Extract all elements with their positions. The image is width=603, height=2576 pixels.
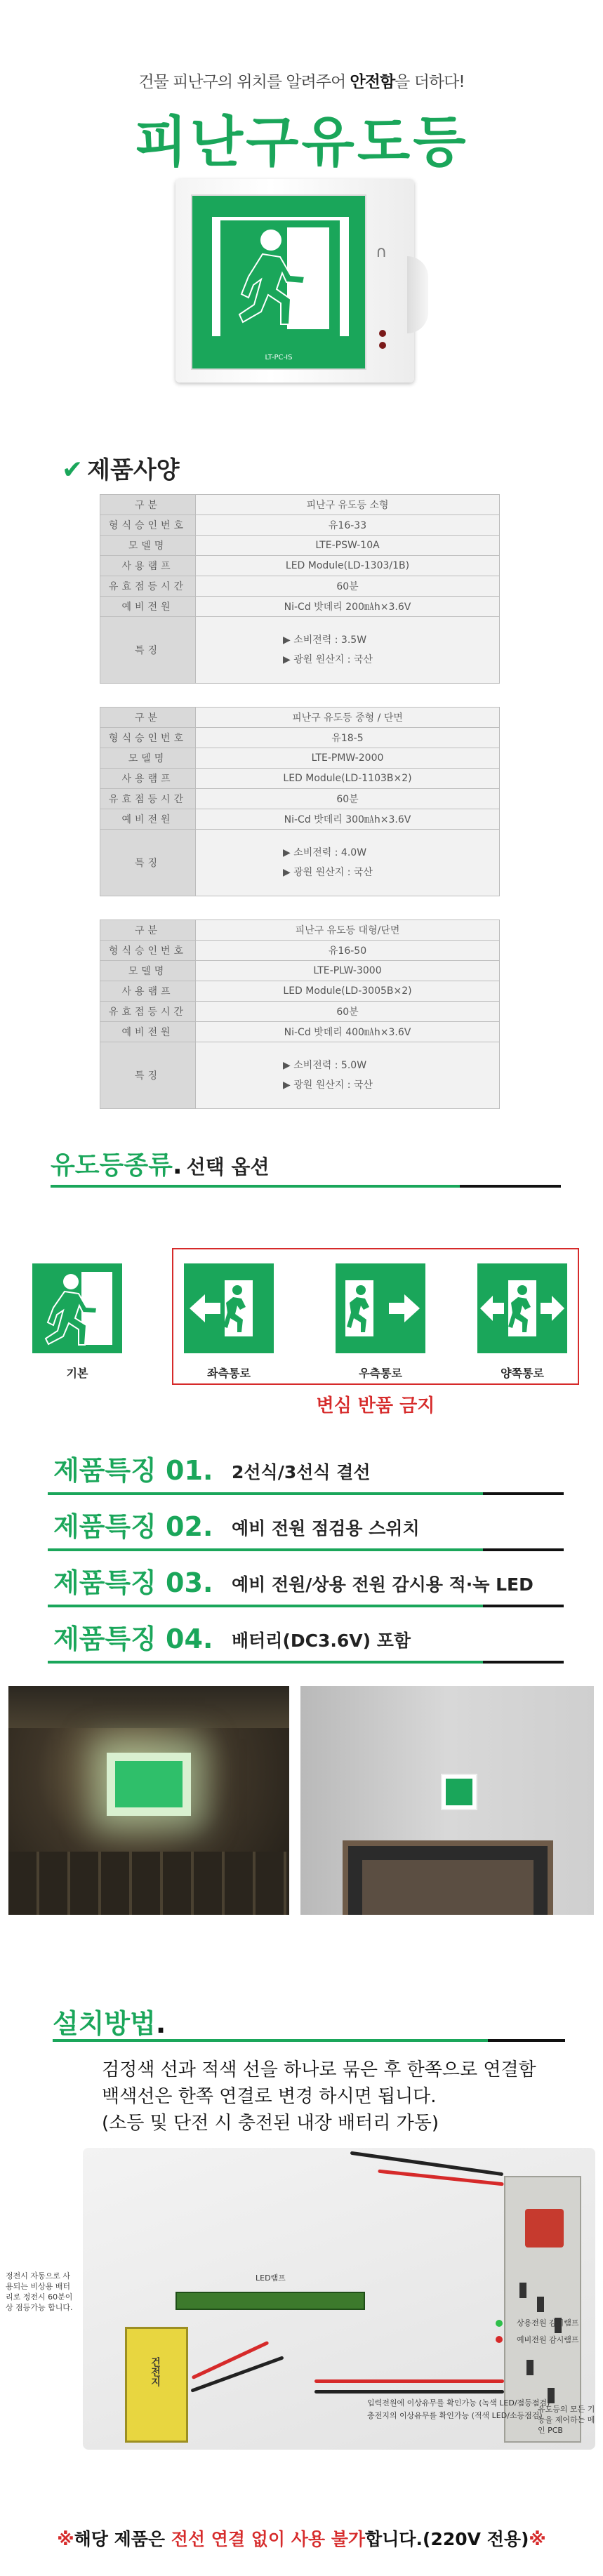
check-icon: ✔ <box>62 456 84 484</box>
spec-feature-line: ▶ 광원 원산지 : 국산 <box>283 867 373 878</box>
spec-table-medium <box>100 707 500 896</box>
options-heading <box>51 1146 270 1181</box>
hero-subtitle-bold: 안전함 <box>350 73 395 91</box>
spec-key: 사용램프 <box>100 556 196 576</box>
spec-key: 유효점등시간 <box>100 1002 196 1022</box>
feature-desc: 예비 전원 점검용 스위치 <box>232 1518 420 1539</box>
warning-mark-icon: ※ <box>57 2529 74 2549</box>
feature-title: 제품특징 01. <box>53 1455 213 1486</box>
spec-key: 사용램프 <box>100 981 196 1002</box>
installed-night-photo <box>8 1686 289 1915</box>
both-arrow-exit-icon[interactable] <box>477 1263 567 1353</box>
feature-underline <box>48 1492 483 1495</box>
spec-key: 형식승인번호 <box>100 515 196 536</box>
glowing-exit-sign <box>107 1753 191 1816</box>
feature-row <box>48 1446 564 1495</box>
feature-desc: 2선식/3선식 결선 <box>232 1462 371 1482</box>
spec-feature-line: ▶ 광원 원산지 : 국산 <box>283 654 373 665</box>
feature-underline-dark <box>483 1548 564 1551</box>
spec-heading <box>62 451 180 485</box>
spec-value: 피난구 유도등 중형 / 단면 <box>196 708 500 728</box>
red-wire <box>192 2341 270 2379</box>
black-wire <box>190 2356 284 2393</box>
options-subheading: 선택 옵션 <box>186 1155 270 1179</box>
spec-value: 60분 <box>196 1002 500 1022</box>
hero-subtitle <box>0 69 603 92</box>
final-warning-post: 합니다.(220V 전용) <box>365 2529 529 2549</box>
dc-monitor-label: 예비전원 감시램프 <box>517 2335 579 2344</box>
install-line: (소등 및 단전 시 충전된 내장 배터리 가동) <box>102 2113 439 2134</box>
option-label: 우측통로 <box>359 1367 402 1380</box>
spec-key: 특징 <box>100 617 196 684</box>
exit-sign-panel <box>191 194 366 370</box>
exit-sign-face <box>115 1761 183 1807</box>
install-line: 백색선은 한쪽 연결로 변경 하시면 됩니다. <box>102 2086 437 2107</box>
spec-features <box>196 830 500 896</box>
product-fixture-image <box>175 179 428 390</box>
spec-heading-text: 제품사양 <box>87 456 180 484</box>
feature-title: 제품특징 02. <box>53 1511 213 1542</box>
spec-value: 유18-5 <box>196 728 500 748</box>
spec-feature-line: ▶ 소비전력 : 3.5W <box>283 635 367 646</box>
spec-key: 유효점등시간 <box>100 576 196 597</box>
options-heading-text: 유도등종류 <box>51 1151 173 1180</box>
spec-key: 사용램프 <box>100 769 196 789</box>
spec-feature-line: ▶ 광원 원산지 : 국산 <box>283 1080 373 1091</box>
feature-title: 제품특징 03. <box>53 1567 213 1598</box>
battery-note: 정전시 자동으로 사용되는 비상용 배터리로 정전시 60분이상 점등가능 합니다. <box>6 2271 73 2312</box>
spec-table-small <box>100 494 500 684</box>
final-warning <box>0 2525 603 2551</box>
spec-value: 60분 <box>196 576 500 597</box>
spec-key: 특징 <box>100 1042 196 1109</box>
install-line: 검정색 선과 적색 선을 하나로 묶은 후 한쪽으로 연결함 <box>102 2059 536 2080</box>
exit-sign-face <box>446 1779 472 1805</box>
spec-table-large <box>100 919 500 1109</box>
spec-value: 유16-33 <box>196 515 500 536</box>
spec-key: 모델명 <box>100 961 196 981</box>
running-man-icon <box>220 220 340 336</box>
check-note: 충전지의 이상유무를 확인가능 (적색 LED/소등점검) <box>367 2411 543 2420</box>
spec-value: 피난구 유도등 대형/단면 <box>196 920 500 941</box>
dc-monitor-led <box>496 2336 503 2343</box>
fixture-side-cap <box>407 256 428 333</box>
feature-underline <box>48 1548 483 1551</box>
spec-key: 형식승인번호 <box>100 941 196 961</box>
internal-wiring-photo <box>83 2148 595 2450</box>
spec-features <box>196 617 500 684</box>
spec-value: LED Module(LD-3005B×2) <box>196 981 500 1002</box>
doorway-inner <box>362 1860 534 1915</box>
spec-key: 구분 <box>100 708 196 728</box>
feature-underline-dark <box>483 1605 564 1607</box>
spec-key: 특징 <box>100 830 196 896</box>
feature-title: 제품특징 04. <box>53 1624 213 1654</box>
red-wire <box>314 2379 504 2383</box>
led-lamp-board <box>175 2292 365 2310</box>
black-wire <box>350 2151 504 2177</box>
feature-underline <box>48 1605 483 1607</box>
final-warning-pre: 해당 제품은 <box>74 2529 171 2549</box>
feature-underline-dark <box>483 1661 564 1664</box>
feature-row <box>48 1558 564 1607</box>
no-return-warning: 변심 반품 금지 <box>316 1395 435 1416</box>
options-underline <box>51 1185 460 1188</box>
black-wire <box>314 2390 504 2394</box>
spec-value: Ni-Cd 밧데리 200㎃h×3.6V <box>196 597 500 617</box>
ac-monitor-led <box>496 2320 503 2327</box>
spec-value: 유16-50 <box>196 941 500 961</box>
option-label: 양쪽통로 <box>501 1367 544 1380</box>
photo-floor <box>8 1852 289 1915</box>
install-underline-dark <box>488 2039 565 2042</box>
spec-value: Ni-Cd 밧데리 400㎃h×3.6V <box>196 1022 500 1042</box>
running-man-icon[interactable] <box>32 1263 122 1353</box>
hook-icon: ∩ <box>376 244 387 261</box>
spec-value: LED Module(LD-1303/1B) <box>196 556 500 576</box>
fixture-body <box>175 179 414 383</box>
hero-subtitle-pre: 건물 피난구의 위치를 알려주어 <box>138 73 350 91</box>
install-heading <box>53 2002 166 2040</box>
feature-underline <box>48 1661 483 1664</box>
feature-desc: 예비 전원/상용 전원 감시용 적·녹 LED <box>232 1574 534 1595</box>
feature-desc: 배터리(DC3.6V) 포함 <box>232 1631 411 1651</box>
option-label: 기본 <box>66 1367 88 1380</box>
spec-value: LTE-PMW-2000 <box>196 748 500 769</box>
spec-key: 구분 <box>100 495 196 515</box>
feature-row <box>48 1614 564 1664</box>
option-label: 좌측통로 <box>207 1367 251 1380</box>
led-lamp-label: LED램프 <box>256 2273 286 2283</box>
battery-label: 건전지 <box>150 2357 161 2386</box>
spec-key: 예비전원 <box>100 809 196 830</box>
spec-value: 피난구 유도등 소형 <box>196 495 500 515</box>
hero-title: 피난구유도등 <box>134 111 469 174</box>
wall-exit-sign <box>441 1774 477 1810</box>
left-arrow-exit-icon[interactable] <box>184 1263 274 1353</box>
check-note: 입력전원에 이상유무를 확인가능 (녹색 LED/점등점검) <box>367 2398 550 2408</box>
spec-key: 예비전원 <box>100 597 196 617</box>
options-underline-dark <box>460 1185 561 1188</box>
spec-key: 모델명 <box>100 748 196 769</box>
right-arrow-exit-icon[interactable] <box>336 1263 425 1353</box>
feature-underline-dark <box>483 1492 564 1495</box>
pcb-label: 유도등의 모든 기능을 제어하는 메인 PCB <box>538 2405 595 2435</box>
spec-features <box>196 1042 500 1109</box>
fixture-model-label: LT-PC-IS <box>265 354 293 361</box>
spec-value: LTE-PSW-10A <box>196 536 500 556</box>
install-heading-text: 설치방법 <box>53 2008 156 2039</box>
install-heading-dot: . <box>155 2008 166 2039</box>
hero-subtitle-post: 을 더하다! <box>395 73 465 91</box>
spec-value: LTE-PLW-3000 <box>196 961 500 981</box>
installed-door-photo <box>300 1686 594 1915</box>
spec-value: Ni-Cd 밧데리 300㎃h×3.6V <box>196 809 500 830</box>
spec-feature-line: ▶ 소비전력 : 5.0W <box>283 1060 367 1071</box>
feature-row <box>48 1502 564 1551</box>
spec-key: 형식승인번호 <box>100 728 196 748</box>
spec-value: 60분 <box>196 789 500 809</box>
warning-mark-icon: ※ <box>529 2529 546 2549</box>
spec-feature-line: ▶ 소비전력 : 4.0W <box>283 847 367 858</box>
pcb-component <box>526 2360 534 2375</box>
options-heading-dot: . <box>172 1151 183 1180</box>
indicator-led <box>379 342 386 349</box>
indicator-led <box>379 330 386 337</box>
spec-value: LED Module(LD-1103B×2) <box>196 769 500 789</box>
doorway <box>343 1840 553 1915</box>
backup-battery <box>125 2327 188 2443</box>
pcb-component <box>537 2297 544 2312</box>
spec-key: 구분 <box>100 920 196 941</box>
final-warning-red: 전선 연결 없이 사용 불가 <box>171 2529 366 2549</box>
photo-ceiling <box>8 1686 289 1728</box>
spec-key: 모델명 <box>100 536 196 556</box>
install-underline <box>53 2039 488 2042</box>
transformer <box>525 2209 564 2248</box>
ac-monitor-label: 상용전원 감시램프 <box>517 2318 579 2328</box>
spec-key: 유효점등시간 <box>100 789 196 809</box>
spec-key: 예비전원 <box>100 1022 196 1042</box>
pcb-component <box>519 2283 526 2298</box>
